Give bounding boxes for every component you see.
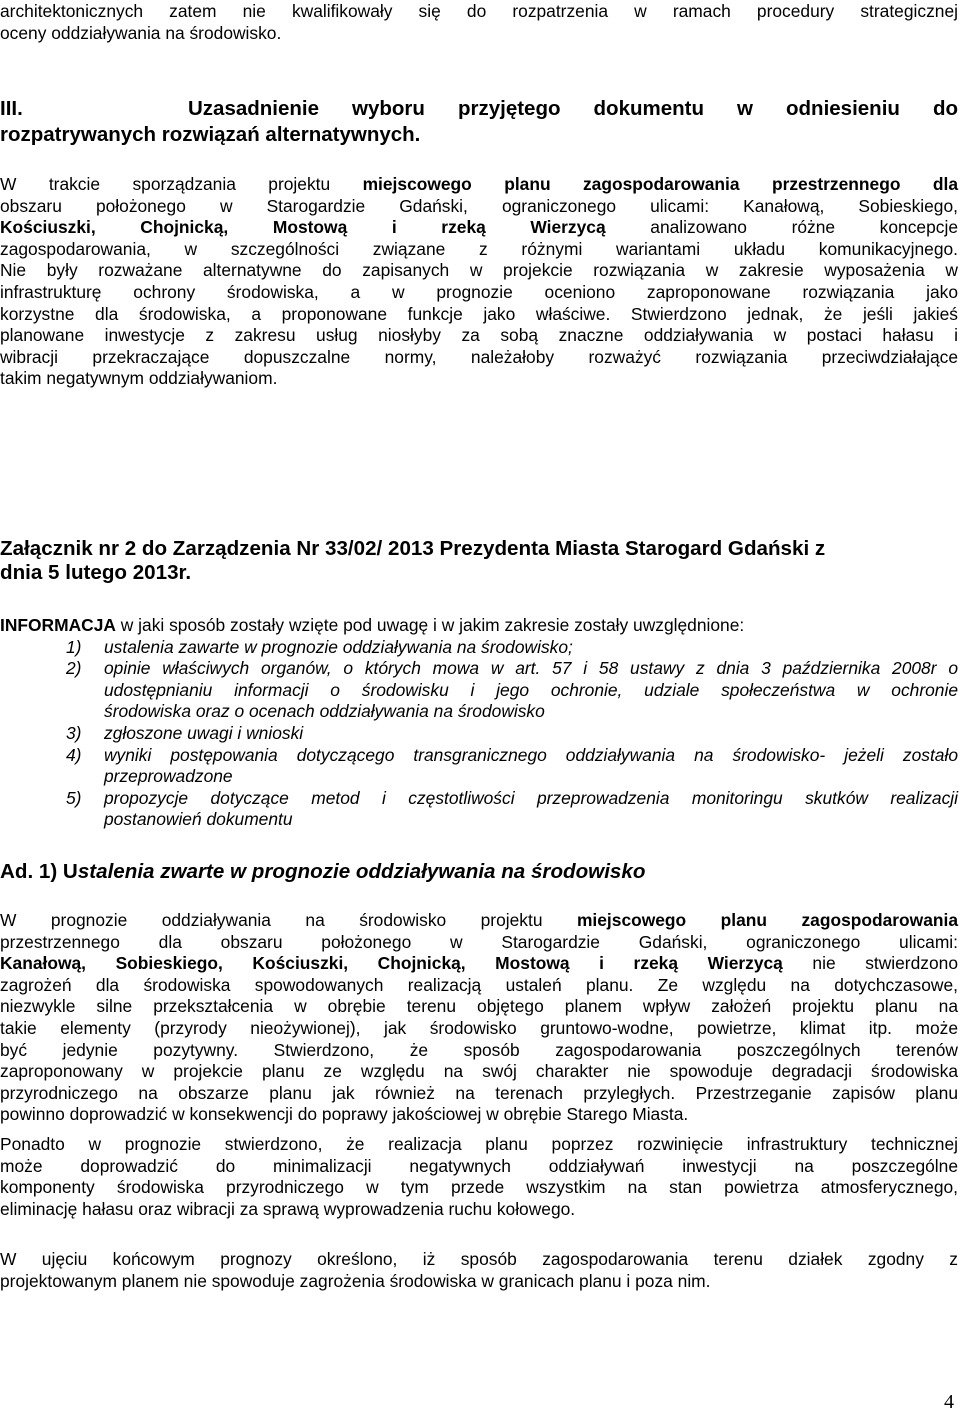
para1-line (0, 368, 958, 390)
ad1-title: stalenia zwarte w prognozie oddziaływania na środowisko (77, 860, 646, 883)
para2-line (0, 1018, 958, 1040)
list-item (0, 637, 958, 659)
para2-line (0, 932, 958, 954)
information-label: INFORMACJA (0, 615, 116, 635)
para1-text: Kościuszki, Chojnicką, Mostową i rzeką Wierzycą (0, 217, 606, 238)
para2-text: być jedynie pozytywny. Stwierdzono, że sposób zagospodarowania poszczególnych terenów (0, 1039, 958, 1060)
list-item-text: przeprowadzone (104, 766, 233, 787)
paragraph-conclusion (0, 1249, 958, 1292)
para1-text: planowane inwestycje z zakresu usług niosłyby za sobą znaczne oddziaływania w postaci hałasu i (0, 325, 958, 346)
para1-line (0, 217, 958, 239)
list-item (0, 745, 958, 767)
list-item-text: udostępnianiu informacji o środowisku i jego ochronie, udziale społeczeństwa w ochronie (104, 679, 958, 700)
para4-text: projektowanym planem nie spowoduje zagrożenia środowiska w granicach planu i poza nim. (0, 1270, 711, 1291)
para1-text: zagospodarowania, w szczególności związane z różnymi wariantami układu komunikacyjnego. (0, 238, 958, 259)
list-item (0, 723, 958, 745)
para2-text: W prognozie oddziaływania na środowisko projektu (0, 910, 577, 930)
para2-text: niezwykle silne przekształcenia w obrębie terenu objętego planem wpływ założeń projektu planu na (0, 996, 958, 1017)
section-heading-text-1: Uzasadnienie wyboru przyjętego dokumentu w odniesieniu do (187, 97, 958, 120)
list-item-text: postanowień dokumentu (104, 809, 293, 830)
list-item-text: zgłoszone uwagi i wnioski (104, 722, 304, 743)
para2-text: zagrożeń dla środowiska spowodowanych realizacją ustaleń planu. Ze względu na dotychczasowe, (0, 974, 958, 995)
information-intro (0, 615, 958, 637)
para1-line (0, 347, 958, 369)
para1-text: Nie były rozważane alternatywne do zapisanych w projekcie rozwiązania w zakresie wyposażenia w (0, 260, 958, 281)
para2-line (0, 1040, 958, 1062)
para2-line (0, 996, 958, 1018)
paragraph-forecast (0, 910, 958, 1126)
para1-text: miejscowego planu zagospodarowania przestrzennego dla (362, 174, 958, 194)
para3-text: eliminację hałasu oraz wibracji za sprawą wyprowadzenia ruchu kołowego. (0, 1198, 576, 1219)
para1-line (0, 260, 958, 282)
para3-text: Ponadto w prognozie stwierdzono, że realizacja planu poprzez rozwinięcie infrastruktury technicznej (0, 1134, 958, 1154)
para1-text: infrastrukturę ochrony środowiska, a w prognozie oceniono zaproponowane rozwiązania jako (0, 281, 958, 302)
para2-line (0, 910, 958, 932)
intro-paragraph (0, 1, 958, 44)
information-text: w jaki sposób zostały wzięte pod uwagę i w jakim zakresie zostały uwzględnione: (115, 615, 745, 635)
para3-line (0, 1134, 958, 1156)
para2-line (0, 1083, 958, 1105)
ad1-prefix: Ad. 1) U (0, 860, 78, 883)
list-item-number: 5) (66, 787, 82, 808)
section-heading-line-1 (0, 96, 958, 122)
list-item (0, 766, 958, 788)
para1-text: takim negatywnym oddziaływaniom. (0, 368, 278, 389)
list-item-text: ustalenia zawarte w prognozie oddziaływania na środowisko; (104, 636, 573, 657)
list-item-number: 2) (66, 658, 82, 679)
para3-text: może doprowadzić do minimalizacji negatywnych oddziaływań inwestycji na poszczególne (0, 1155, 958, 1176)
paragraph-infrastructure (0, 1134, 958, 1220)
para2-text: powinno doprowadzić w konsekwencji do poprawy jakościowej w obrębie Starego Miasta. (0, 1104, 689, 1125)
list-item-text: propozycje dotyczące metod i częstotliwości przeprowadzenia monitoringu skutków realizacji (104, 787, 958, 808)
para1-line (0, 196, 958, 218)
ad1-heading (0, 860, 958, 884)
section-heading (0, 96, 958, 148)
list-item (0, 788, 958, 810)
para1-text: W trakcie sporządzania projektu (0, 174, 363, 194)
para4-line (0, 1249, 958, 1271)
list-item-text: opinie właściwych organów, o których mowa w art. 57 i 58 ustawy z dnia 3 października 2008r o (104, 658, 958, 679)
para2-line (0, 1061, 958, 1083)
para1-line (0, 239, 958, 261)
para2-line (0, 1104, 958, 1126)
para3-line (0, 1177, 958, 1199)
para1-text: wibracji przekraczające dopuszczalne normy, należałoby rozważyć rozwiązania przeciwdziałające (0, 346, 958, 367)
para2-line (0, 975, 958, 997)
attachment-title-line-2: dnia 5 lutego 2013r. (0, 561, 192, 584)
list-item-text: środowiska oraz o ocenach oddziaływania na środowisko (104, 701, 545, 722)
paragraph-alternatives (0, 174, 958, 390)
para2-text: nie stwierdzono (782, 953, 958, 974)
para2-text: przyrodniczego na obszarze planu jak również na terenach przyległych. Przestrzeganie zapisów planu (0, 1082, 958, 1103)
intro-line-2: oceny oddziaływania na środowisko. (0, 22, 282, 43)
para1-line (0, 325, 958, 347)
para3-text: komponenty środowiska przyrodniczego w tym przede wszystkim na stan powietrza atmosferycznego, (0, 1177, 958, 1198)
list-item-number: 4) (66, 744, 82, 765)
list-item (0, 701, 958, 723)
attachment-title (0, 537, 958, 585)
intro-line-1: architektonicznych zatem nie kwalifikowały się do rozpatrzenia w ramach procedury strategicznej (0, 1, 958, 21)
list-item-number: 1) (66, 636, 82, 657)
para1-text: analizowano różne koncepcje (605, 217, 958, 238)
para1-text: korzystne dla środowiska, a proponowane funkcje jako właściwe. Stwierdzono jednak, że jeśli jakieś (0, 303, 958, 324)
list-item (0, 680, 958, 702)
para2-text: zaproponowany w projekcie planu ze względu na swój charakter nie spowoduje degradacji środowiska (0, 1061, 958, 1082)
section-number: III. (0, 97, 23, 120)
para1-line (0, 304, 958, 326)
para4-text: W ujęciu końcowym prognozy określono, iż sposób zagospodarowania terenu działek zgodny z (0, 1249, 958, 1269)
page-number: 4 (944, 1391, 954, 1413)
para1-line (0, 174, 958, 196)
list-item-text: wyniki postępowania dotyczącego transgranicznego oddziaływania na środowisko- jeżeli zostało (104, 744, 958, 765)
para3-line (0, 1156, 958, 1178)
para2-text: miejscowego planu zagospodarowania (576, 910, 958, 930)
para4-line (0, 1271, 958, 1293)
para2-text: Kanałową, Sobieskiego, Kościuszki, Chojnicką, Mostową i rzeką Wierzycą (0, 953, 783, 974)
para2-line (0, 953, 958, 975)
para1-text: obszaru położonego w Starogardzie Gdański, ograniczonego ulicami: Kanałową, Sobieskiego, (0, 195, 958, 216)
list-item (0, 809, 958, 831)
list-item-number: 3) (66, 722, 82, 743)
para3-line (0, 1199, 958, 1221)
section-heading-line-2: rozpatrywanych rozwiązań alternatywnych. (0, 123, 421, 146)
information-section (0, 615, 958, 831)
para1-line (0, 282, 958, 304)
attachment-title-line-1: Załącznik nr 2 do Zarządzenia Nr 33/02/ 2013 Prezydenta Miasta Starogard Gdański z (0, 537, 826, 560)
information-list (0, 637, 958, 831)
list-item (0, 658, 958, 680)
para2-text: takie elementy (przyrody nieożywionej), jak środowisko gruntowo-wodne, powietrze, klimat itp. może (0, 1017, 958, 1038)
para2-text: przestrzennego dla obszaru położonego w Starogardzie Gdański, ograniczonego ulicami: (0, 931, 958, 952)
